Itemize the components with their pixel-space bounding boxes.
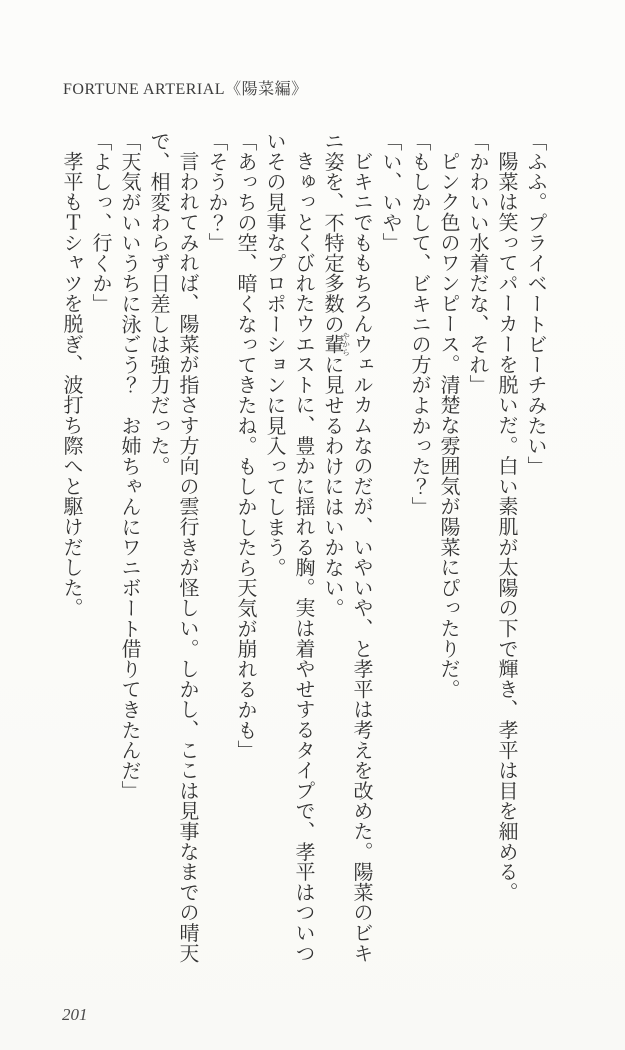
dialogue-paragraph: 「よしっ、行くか」 xyxy=(89,131,111,314)
running-header: FORTUNE ARTERIAL《陽菜編》 xyxy=(63,81,308,98)
page-number: 201 xyxy=(62,1005,88,1024)
narrative-paragraph: ピンク色のワンピース。清楚な雰囲気が陽菜にぴったりだ。 xyxy=(437,151,459,700)
dialogue-paragraph: 「あっちの空、暗くなってきたね。もしかしたら天気が崩れるかも」 xyxy=(234,131,256,761)
dialogue-paragraph: 「ふふ。プライベートビーチみたい」 xyxy=(524,131,546,477)
novel-text xyxy=(56,131,549,975)
narrative-paragraph: ビキニでももちろんウェルカムなのだが、いやいや、と孝平は考えを改めた。陽菜のビキニ姿を、不特定多数の輩やからに見せるわけにはいかない。 xyxy=(321,131,372,963)
dialogue-paragraph: 「い、いや」 xyxy=(379,131,401,253)
dialogue-paragraph: 「もしかして、ビキニの方がよかった？」 xyxy=(408,131,430,517)
narrative-paragraph: 孝平もＴシャツを脱ぎ、波打ち際へと駆けだした。 xyxy=(60,151,82,618)
narrative-paragraph: 言われてみれば、陽菜が指さす方向の雲行きが怪しい。しかし、ここは見事なまでの晴天で、相変わらず日差しは強力だった。 xyxy=(147,131,198,963)
narrative-paragraph: きゅっとくびれたウエストに、豊かに揺れる胸。実は着やせするタイプで、孝平はついついその見事なプロポーションに見入ってしまう。 xyxy=(263,131,314,963)
dialogue-paragraph: 「そうか？」 xyxy=(205,131,227,253)
narrative-paragraph: 陽菜は笑ってパーカーを脱いだ。白い素肌が太陽の下で輝き、孝平は目を細める。 xyxy=(495,151,517,903)
dialogue-paragraph: 「天気がいいうちに泳ごう？ お姉ちゃんにワニボート借りてきたんだ」 xyxy=(118,131,140,801)
dialogue-paragraph: 「かわいい水着だな、それ」 xyxy=(466,131,488,395)
